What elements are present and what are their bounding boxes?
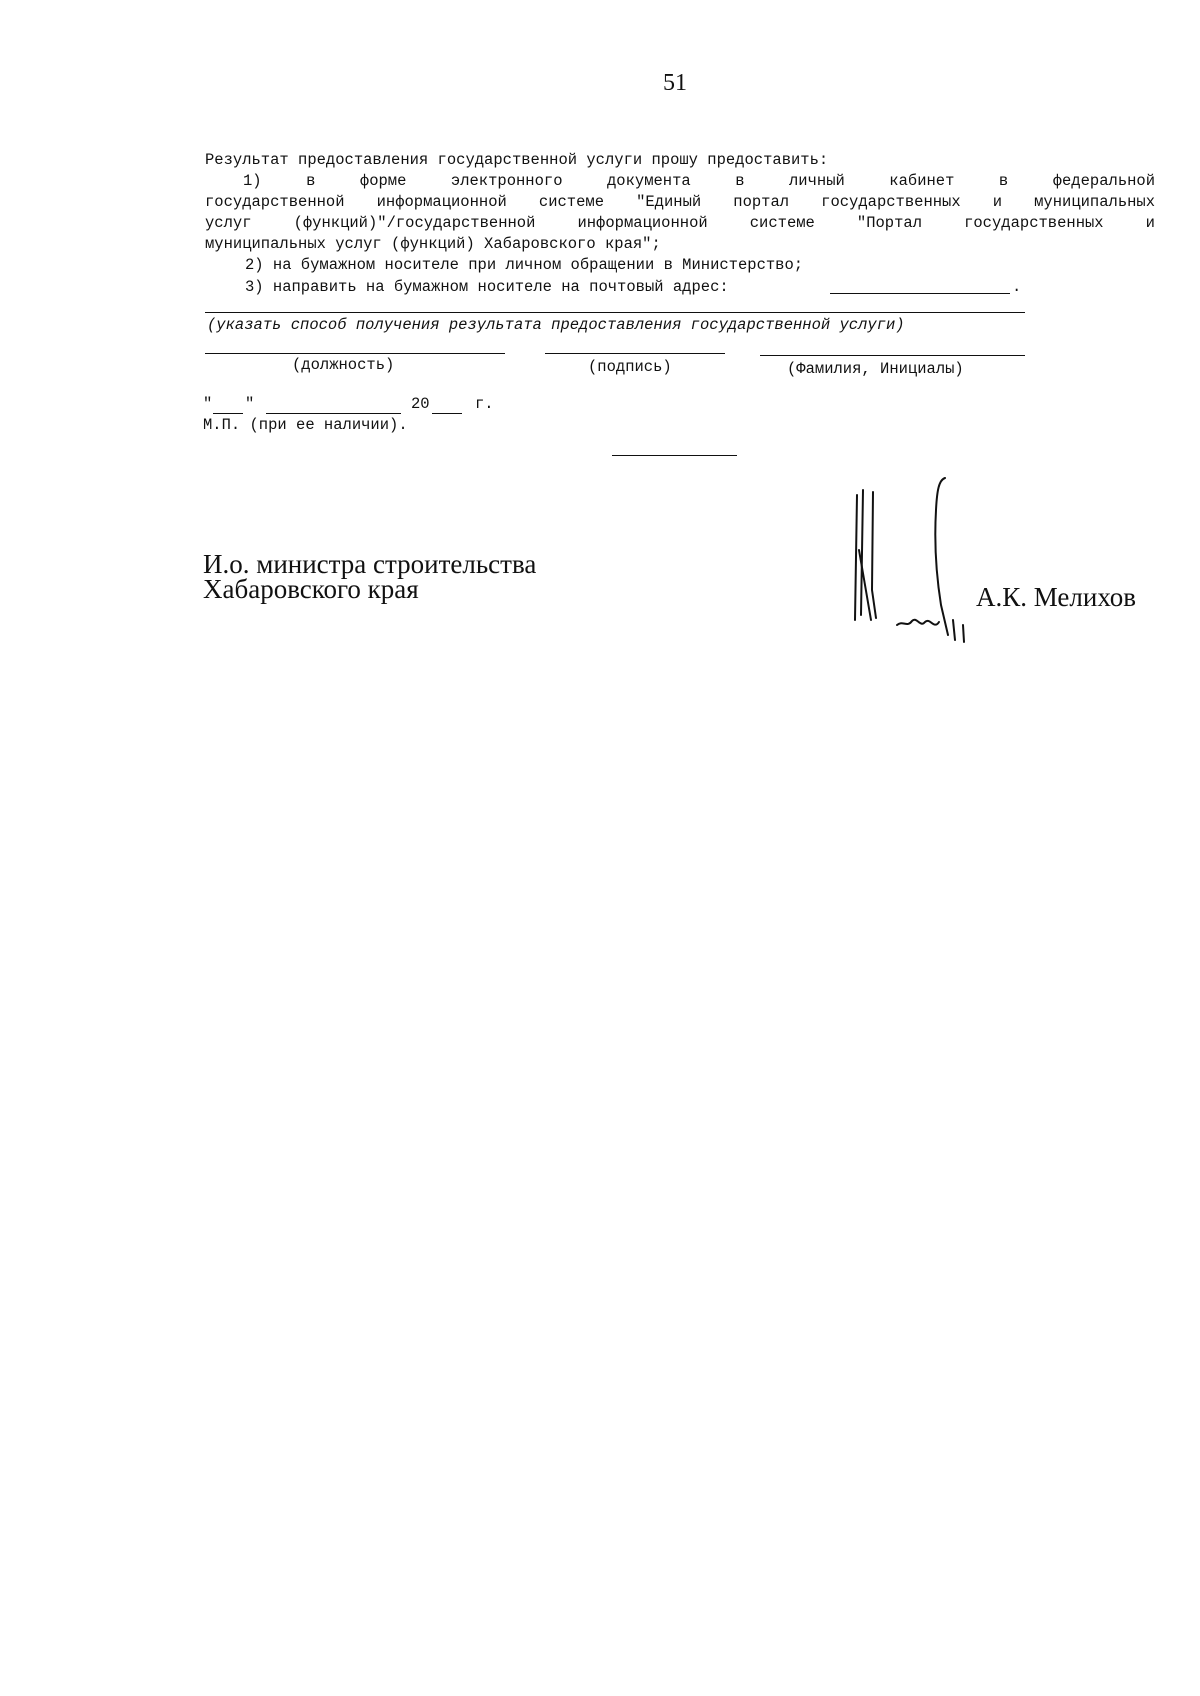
word: документа [607, 172, 691, 190]
word: системе [749, 214, 815, 232]
signer-title-line-2: Хабаровского края [203, 574, 419, 604]
word: системе [538, 193, 605, 211]
word: федеральной [1052, 172, 1156, 190]
signature-stroke [935, 478, 948, 635]
option-3-end: . [1012, 278, 1022, 296]
word: информационной [376, 193, 507, 211]
page-number: 51 [663, 70, 687, 96]
signature-stroke [855, 495, 857, 620]
word: "Портал [856, 214, 923, 232]
intro-text: Результат предоставления государственной услуги прошу предоставить: [205, 151, 829, 169]
date-open-quote: " [203, 395, 213, 413]
option-1-line-3 [205, 213, 1155, 234]
date-year-prefix: 20 [411, 395, 430, 413]
signer-title-line-1: И.о. министра строительства [203, 549, 537, 579]
position-caption: (должность) [292, 356, 395, 374]
method-caption: (указать способ получения результата предоставления государственной услуги) [207, 316, 905, 334]
word: муниципальных [1034, 193, 1156, 211]
word: (функций)"/государственной [293, 214, 536, 232]
word: в [306, 172, 316, 190]
date-suffix: г. [475, 395, 494, 413]
date-day-line [213, 413, 243, 414]
name-line [760, 355, 1025, 356]
word: и [992, 193, 1003, 211]
method-line [205, 312, 1025, 313]
end-separator [612, 455, 737, 456]
option-1-line-2 [205, 192, 1155, 213]
word: информационной [577, 214, 708, 232]
date-year-line [432, 413, 462, 414]
option-3: 3) направить на бумажном носителе на почтовый адрес: [245, 278, 729, 296]
name-caption: (Фамилия, Инициалы) [787, 360, 964, 378]
option-1-line-4: муниципальных услуг (функций) Хабаровского края"; [205, 235, 661, 253]
date-close-quote: " [245, 395, 255, 413]
word: государственных [964, 214, 1104, 232]
word: форме [359, 172, 407, 190]
word: в [735, 172, 745, 190]
signature-stroke [897, 620, 939, 625]
signature-stroke [872, 492, 876, 618]
word: личный [789, 172, 845, 190]
stamp-note: М.П. (при ее наличии). [203, 416, 408, 434]
word: электронного [450, 172, 563, 190]
option-1-line-1 [205, 171, 1155, 192]
word: кабинет [889, 172, 955, 190]
signer-name: А.К. Мелихов [976, 582, 1137, 612]
word: в [998, 172, 1009, 190]
date-month-line [266, 413, 401, 414]
signature-caption: (подпись) [588, 358, 672, 376]
word: государственных [821, 193, 961, 211]
signature-line [545, 353, 725, 354]
word: "Единый [636, 193, 702, 211]
option-2: 2) на бумажном носителе при личном обращении в Министерство; [245, 256, 804, 274]
word: 1) [243, 172, 262, 190]
handwritten-signature [845, 470, 975, 650]
word: государственной [205, 193, 345, 211]
word: портал [733, 193, 790, 211]
word: услуг [205, 214, 252, 232]
postal-address-line [830, 293, 1010, 294]
signature-stroke [953, 620, 955, 640]
signature-stroke [861, 490, 863, 615]
signature-stroke [963, 625, 964, 642]
position-line [205, 353, 505, 354]
word: и [1145, 214, 1155, 232]
